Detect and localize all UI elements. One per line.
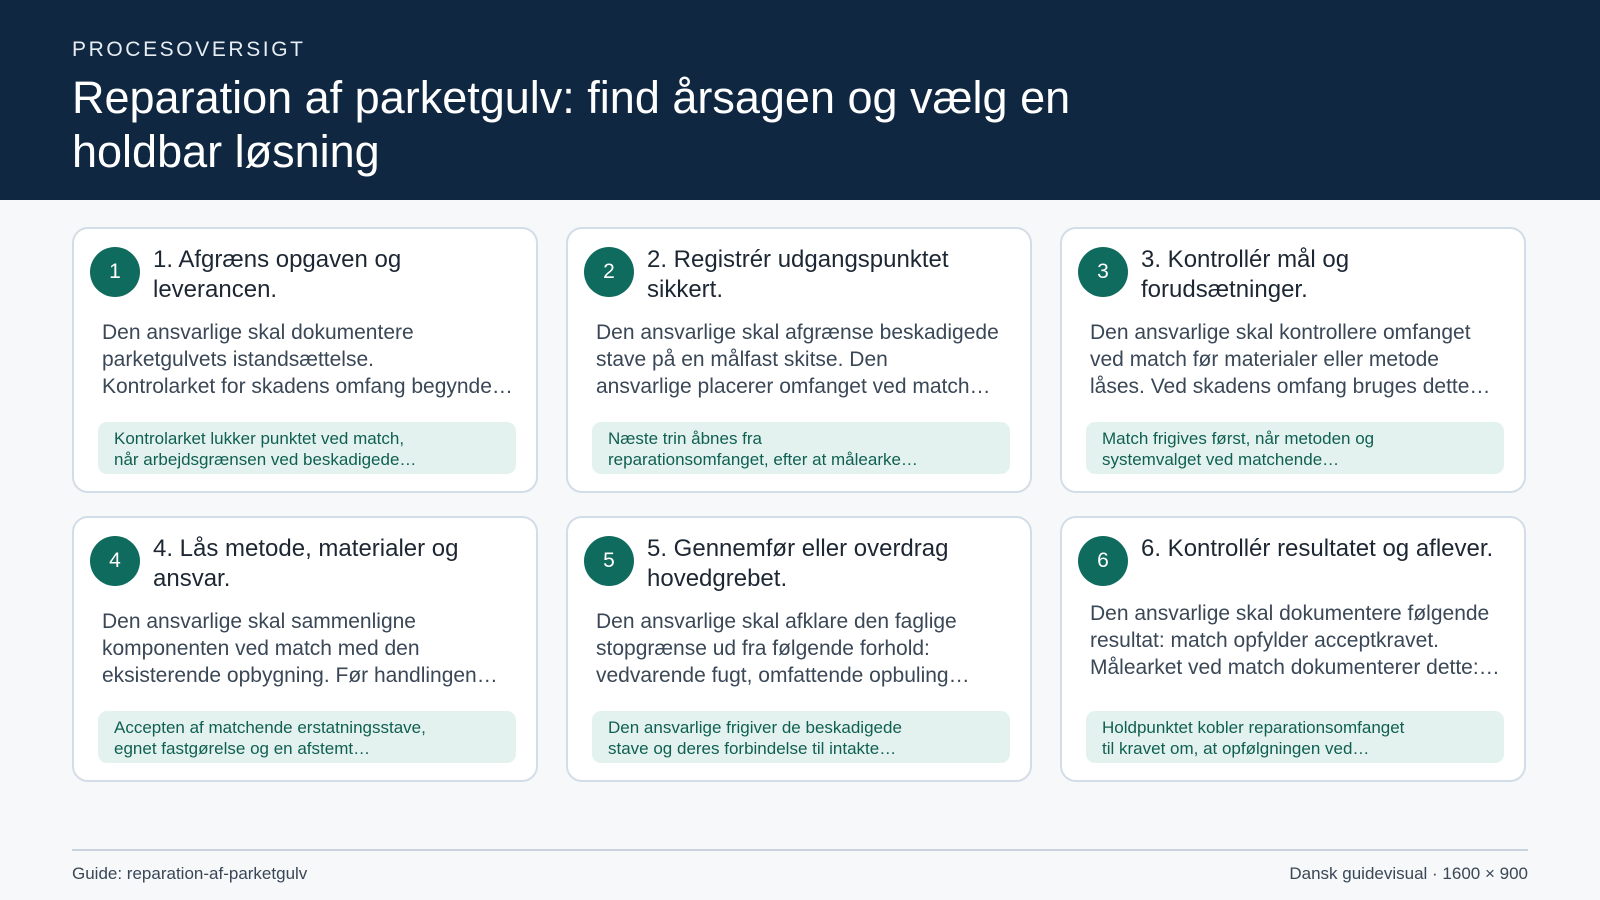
step-number-badge: 4 [90, 536, 140, 586]
step-note-line: egnet fastgørelse og en afstemt… [114, 739, 371, 758]
step-note-line: systemvalget ved matchende… [1102, 450, 1340, 469]
step-note-line: Accepten af matchende erstatningsstave, [114, 718, 426, 737]
step-description-line: ansvarlige placerer omfanget ved match… [596, 375, 991, 398]
step-note-line: Den ansvarlige frigiver de beskadigede [608, 718, 902, 737]
step-number-badge: 2 [584, 247, 634, 297]
step-card [566, 227, 1032, 493]
footer-guide-label: Guide: reparation-af-parketgulv [72, 864, 308, 883]
step-description-line: Den ansvarlige skal afklare den faglige [596, 610, 957, 633]
step-description-line: parketgulvets istandsættelse. [102, 348, 374, 371]
step-title: 5. Gennemfør eller overdrag hovedgrebet. [647, 535, 949, 592]
step-description-line: Den ansvarlige skal afgrænse beskadigede [596, 321, 999, 344]
step-note-line: når arbejdsgrænsen ved beskadigede… [114, 450, 417, 469]
page-title: Reparation af parketgulv: find årsagen og vælg en holdbar løsning [72, 72, 1071, 177]
step-description-line: komponenten ved match med den [102, 637, 420, 660]
step-description-line: resultat: match opfylder acceptkravet. [1090, 629, 1439, 652]
step-card-head [584, 534, 1014, 594]
step-description [596, 608, 1028, 689]
step-note-line: Match frigives først, når metoden og [1102, 429, 1375, 448]
step-note [98, 422, 516, 474]
eyebrow: PROCESOVERSIGT [72, 38, 306, 61]
step-note-line: stave og deres forbindelse til intakte… [608, 739, 897, 758]
step-note [592, 422, 1010, 474]
step-note-line: til kravet om, at opfølgningen ved… [1102, 739, 1370, 758]
step-number-badge: 1 [90, 247, 140, 297]
step-description [1090, 600, 1522, 681]
step-card-head [1078, 534, 1508, 586]
step-card [1060, 516, 1526, 782]
step-description-line: eksisterende opbygning. Før handlingen… [102, 664, 498, 687]
step-description-line: Den ansvarlige skal sammenligne [102, 610, 416, 633]
step-number-badge: 3 [1078, 247, 1128, 297]
step-note [1086, 711, 1504, 763]
step-title: 2. Registrér udgangspunktet sikkert. [647, 246, 949, 303]
step-number-badge: 6 [1078, 536, 1128, 586]
step-description-line: Målearket ved match dokumenterer dette:… [1090, 656, 1500, 679]
step-description-line: stave på en målfast skitse. Den [596, 348, 888, 371]
step-description-line: låses. Ved skadens omfang bruges dette… [1090, 375, 1491, 398]
step-description-line: stopgrænse ud fra følgende forhold: [596, 637, 930, 660]
step-description [102, 319, 534, 400]
step-description-line: Den ansvarlige skal kontrollere omfanget [1090, 321, 1471, 344]
header [0, 0, 1600, 200]
step-title: 3. Kontrollér mål og forudsætninger. [1141, 246, 1350, 303]
step-description-line: ved match før materialer eller metode [1090, 348, 1439, 371]
step-description-line: vedvarende fugt, omfattende opbuling… [596, 664, 970, 687]
step-number-badge: 5 [584, 536, 634, 586]
step-note-line: Kontrolarket lukker punktet ved match, [114, 429, 405, 448]
step-note [1086, 422, 1504, 474]
step-description-line: Den ansvarlige skal dokumentere følgende [1090, 602, 1490, 625]
step-card-head [584, 245, 1014, 305]
footer-meta-label: Dansk guidevisual · 1600 × 900 [1289, 864, 1528, 883]
step-title: 1. Afgræns opgaven og leverancen. [153, 246, 402, 303]
step-note [98, 711, 516, 763]
step-note-line: Næste trin åbnes fra [608, 429, 763, 448]
step-title: 6. Kontrollér resultatet og aflever. [1141, 535, 1494, 562]
step-description [1090, 319, 1522, 400]
step-card [1060, 227, 1526, 493]
step-card [566, 516, 1032, 782]
step-description [102, 608, 534, 689]
step-card-head [90, 534, 520, 594]
step-note-line: Holdpunktet kobler reparationsomfanget [1102, 718, 1405, 737]
step-note-line: reparationsomfanget, efter at målearke… [608, 450, 918, 469]
step-card [72, 227, 538, 493]
step-card-head [90, 245, 520, 305]
footer-divider [72, 849, 1528, 851]
step-note [592, 711, 1010, 763]
step-description-line: Kontrolarket for skadens omfang begynde… [102, 375, 513, 398]
step-description [596, 319, 1028, 400]
step-grid [72, 227, 1528, 782]
step-description-line: Den ansvarlige skal dokumentere [102, 321, 414, 344]
step-title: 4. Lås metode, materialer og ansvar. [153, 535, 459, 592]
step-card [72, 516, 538, 782]
step-card-head [1078, 245, 1508, 305]
